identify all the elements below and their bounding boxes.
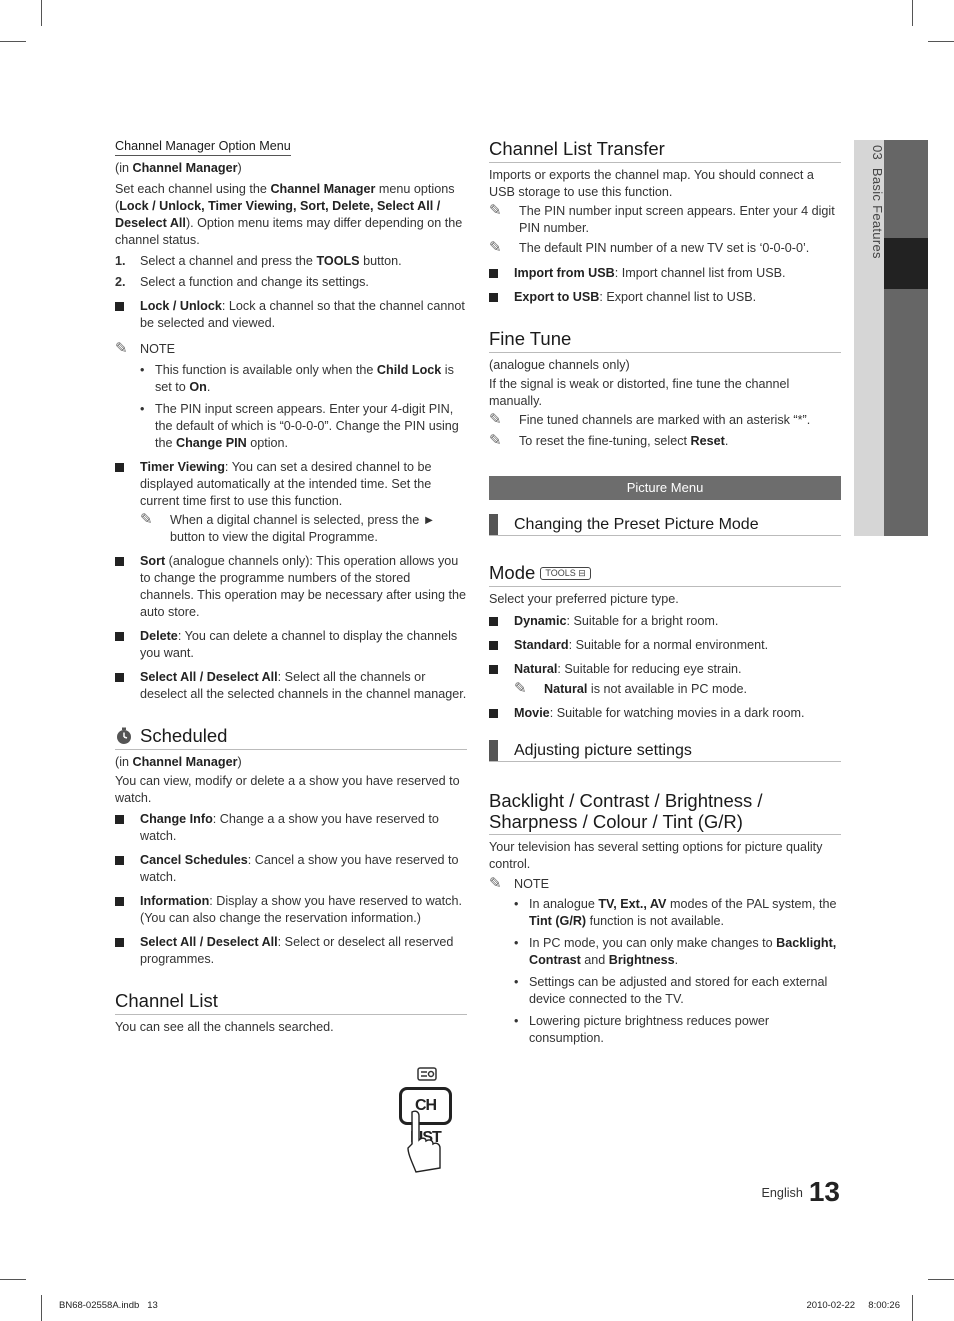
mode-intro: Select your preferred picture type. [489,592,679,606]
fine-tune-intro: If the signal is weak or distorted, fine tune the channel manually. [489,377,790,408]
list-item: Change Info: Change a a show you have reserved to watch. [115,811,467,845]
list-item: Lock / Unlock: Lock a channel so that the channel cannot be selected and viewed. [115,298,467,332]
bullet-item: • In PC mode, you can only make changes to Backlight, Contrast and Brightness. [489,935,841,969]
list-item: Information: Display a show you have reserved to watch. (You can also change the reservation information.) [115,893,467,927]
list-item: Timer Viewing: You can set a desired channel to be displayed automatically at the intended time. Set the current time first to use this function. [115,459,467,510]
crop-mark [912,1295,913,1321]
pencil-icon: ✎ [115,340,128,357]
footer-language: English [761,1186,803,1200]
crop-mark [41,0,42,26]
list-item: Import from USB: Import channel list from USB. [489,265,841,282]
right-column [489,138,841,1052]
preset-subheading: Changing the Preset Picture Mode [489,514,841,536]
option-menu-title: Channel Manager Option Menu [115,138,291,156]
bullet-item: • Settings can be adjusted and stored for each external device connected to the TV. [489,974,841,1008]
tools-badge: TOOLS ⊟ [540,567,590,580]
crop-mark [41,1295,42,1321]
chapter-tab-dark [884,140,928,536]
hand-icon [398,1110,458,1174]
note-item: ✎ When a digital channel is selected, press the ► button to view the digital Programme. [140,511,436,544]
list-item: Select All / Deselect All: Select or deselect all reserved programmes. [115,934,467,968]
note-item: ✎ The default PIN number of a new TV set is ‘0-0-0-0’. [489,239,810,256]
transfer-intro: Imports or exports the channel map. You should connect a USB storage to use this function. [489,168,814,199]
crop-mark [0,41,26,42]
clock-icon [115,727,133,745]
list-item: Delete: You can delete a channel to display the channels you want. [115,628,467,662]
pencil-icon: ✎ [514,680,527,697]
list-item: Sort (analogue channels only): This operation allows you to change the programme numbers of the stored channels. This operation may be necessary after using the auto store. [115,553,467,621]
note-item: ✎ Natural is not available in PC mode. [514,680,747,697]
note-heading: ✎ NOTE [115,340,175,357]
bullet-item: • Lowering picture brightness reduces power consumption. [489,1013,841,1047]
list-item: Cancel Schedules: Cancel a show you have reserved to watch. [115,852,467,886]
pencil-icon: ✎ [489,875,502,892]
remote-illustration [396,1064,460,1176]
note-item: ✎ To reset the fine-tuning, select Reset. [489,432,729,449]
page-footer [700,1176,840,1208]
backlight-intro: Your television has several setting options for picture quality control. [489,840,823,871]
crop-mark [912,0,913,26]
list-item: Standard: Suitable for a normal environment. [489,637,841,654]
context-line: (in Channel Manager) [115,161,242,175]
crop-mark [928,1279,954,1280]
note-item: ✎ The PIN number input screen appears. Enter your 4 digit PIN number. [489,202,835,235]
step-item: 2. Select a function and change its settings. [115,275,369,289]
mode-heading: Mode TOOLS ⊟ [489,562,841,587]
channel-list-icon [417,1067,437,1081]
ch-list-button: CH LIST [399,1087,452,1125]
pencil-icon: ✎ [489,239,502,256]
crop-mark [928,41,954,42]
pencil-icon: ✎ [489,411,502,428]
bullet-item: • The PIN input screen appears. Enter your 4-digit PIN, the default of which is “0-0-0-0”. Change the PIN using the Change PIN option. [115,401,467,452]
adjust-subheading: Adjusting picture settings [489,740,841,762]
list-item: Movie: Suitable for watching movies in a dark room. [489,705,841,722]
backlight-heading: Backlight / Contrast / Brightness / Sharpness / Colour / Tint (G/R) [489,790,841,835]
chapter-tab-marker [884,238,928,289]
page-number: 13 [808,1176,840,1207]
context-line: (in Channel Manager) [115,755,242,769]
fine-tune-heading: Fine Tune [489,328,841,353]
bullet-item: • This function is available only when the Child Lock is set to On. [115,362,467,396]
transfer-heading: Channel List Transfer [489,138,841,163]
crop-mark [0,1279,26,1280]
list-item: Dynamic: Suitable for a bright room. [489,613,841,630]
note-item: ✎ Fine tuned channels are marked with an asterisk “*”. [489,411,811,428]
picture-menu-bar: Picture Menu [489,476,841,500]
list-item: Natural: Suitable for reducing eye strain. [489,661,841,678]
scheduled-heading: Scheduled [115,725,467,750]
list-item: Export to USB: Export channel list to USB. [489,289,841,306]
note-heading: ✎ NOTE [489,875,549,892]
print-file-label: BN68-02558A.indb 13 [59,1300,158,1311]
channel-list-heading: Channel List [115,990,467,1015]
print-date-label: 2010-02-22 8:00:26 [806,1300,900,1311]
left-column [115,138,467,1040]
bullet-item: • In analogue TV, Ext., AV modes of the PAL system, the Tint (G/R) function is not available. [489,896,841,930]
step-item: 1. Select a channel and press the TOOLS button. [115,254,402,268]
list-item: Select All / Deselect All: Select all the channels or deselect all the selected channels in the channel manager. [115,669,467,703]
pencil-icon: ✎ [140,511,153,528]
channel-list-text: You can see all the channels searched. [115,1020,334,1034]
fine-tune-context: (analogue channels only) [489,358,630,372]
pencil-icon: ✎ [489,432,502,449]
pencil-icon: ✎ [489,202,502,219]
option-menu-intro: Set each channel using the Channel Manager menu options (Lock / Unlock, Timer Viewing, Sort, Delete, Select All / Deselect All). Option menu items may differ depending on the channel status. [115,182,463,247]
scheduled-intro: You can view, modify or delete a a show you have reserved to watch. [115,774,460,805]
chapter-label: 03 Basic Features [870,145,885,259]
